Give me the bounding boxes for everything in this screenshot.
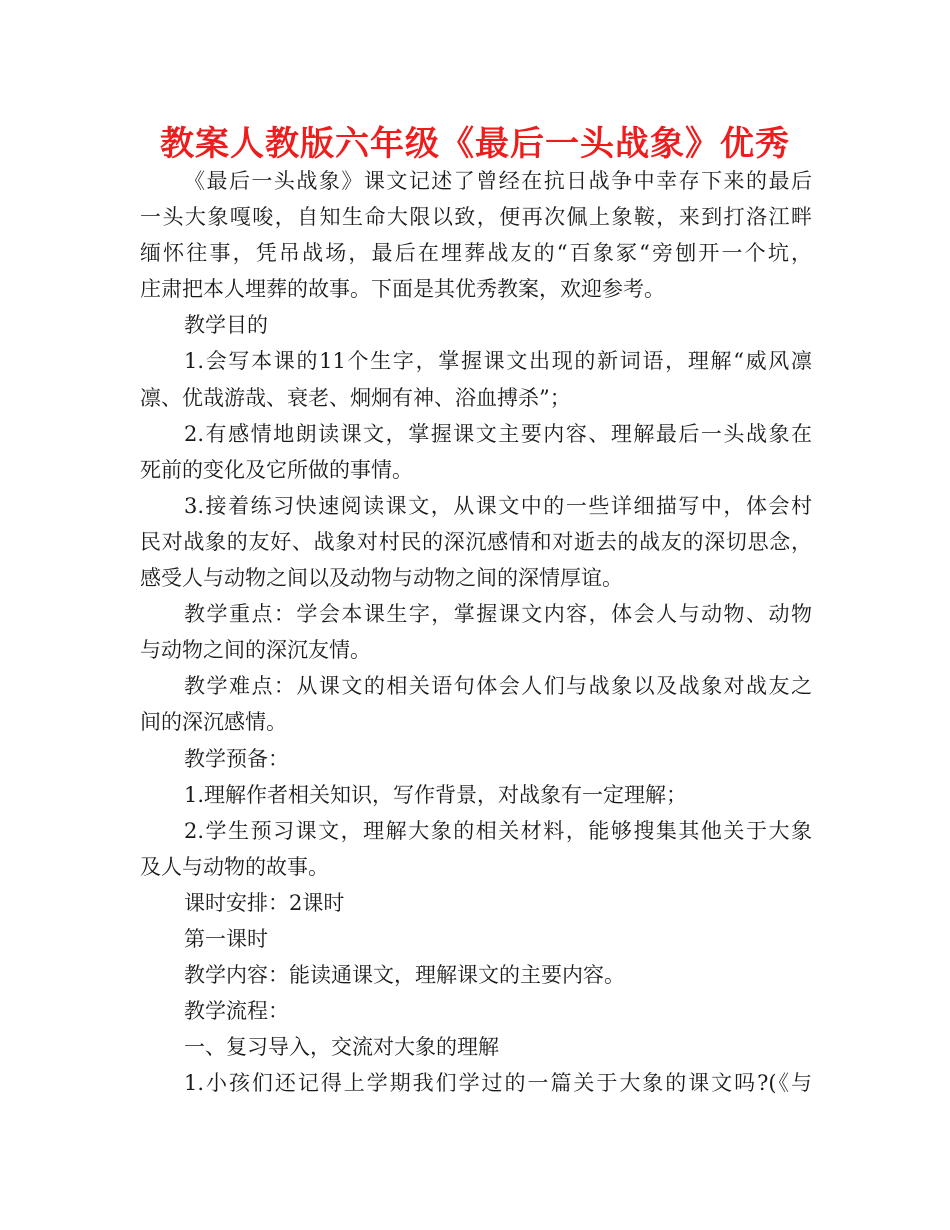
text-line: 第一课时	[184, 926, 268, 951]
text-line: 与动物之间的深沉友情。	[140, 638, 371, 663]
text-line: 教学重点：学会本课生字，掌握课文内容，体会人与动物、动物	[184, 602, 812, 627]
text-line: 死前的变化及它所做的事情。	[140, 457, 413, 482]
text-line: 教学难点：从课文的相关语句体会人们与战象以及战象对战友之	[184, 674, 812, 699]
text-line: 及人与动物的故事。	[140, 854, 329, 879]
text-line: 1.会写本课的11个生字，掌握课文出现的新词语，理解“威风凛	[184, 349, 812, 374]
text-line: 教学内容：能读通课文，理解课文的主要内容。	[184, 963, 625, 988]
text-line: 一头大象嘎唆，自知生命大限以致，便再次佩上象鞍，来到打洛江畔	[140, 205, 812, 230]
text-line: 1.理解作者相关知识，写作背景，对战象有一定理解；	[184, 782, 688, 807]
text-line: 教学预备：	[184, 746, 289, 771]
text-line: 教学目的	[184, 313, 268, 338]
text-line: 课时安排：2课时	[184, 890, 345, 915]
text-line: 3.接着练习快速阅读课文，从课文中的一些详细描写中，体会村	[184, 493, 812, 518]
document-body	[140, 163, 812, 1101]
text-line: 《最后一头战象》课文记述了曾经在抗日战争中幸存下来的最后	[184, 169, 812, 193]
text-line: 2.有感情地朗读课文，掌握课文主要内容、理解最后一头战象在	[184, 421, 812, 446]
text-line: 教学流程：	[184, 999, 289, 1024]
text-line: 间的深沉感情。	[140, 710, 287, 735]
text-line: 1.小孩们还记得上学期我们学过的一篇关于大象的课文吗?(《与	[184, 1071, 812, 1096]
text-line: 一、复习导入，交流对大象的理解	[184, 1035, 499, 1060]
text-line: 感受人与动物之间以及动物与动物之间的深情厚谊。	[140, 566, 623, 591]
text-line: 缅怀往事，凭吊战场，最后在埋葬战友的“百象冢“旁刨开一个坑，	[140, 241, 812, 266]
document-title: 教案人教版六年级《最后一头战象》优秀	[160, 124, 790, 164]
text-line: 民对战象的友好、战象对村民的深沉感情和对逝去的战友的深切思念，	[140, 529, 812, 554]
text-line: 凛、优哉游哉、衰老、炯炯有神、浴血搏杀”；	[140, 385, 571, 410]
text-line: 2.学生预习课文，理解大象的相关材料，能够搜集其他关于大象	[184, 818, 812, 843]
text-line: 庄肃把本人埋葬的故事。下面是其优秀教案，欢迎参考。	[140, 277, 665, 302]
